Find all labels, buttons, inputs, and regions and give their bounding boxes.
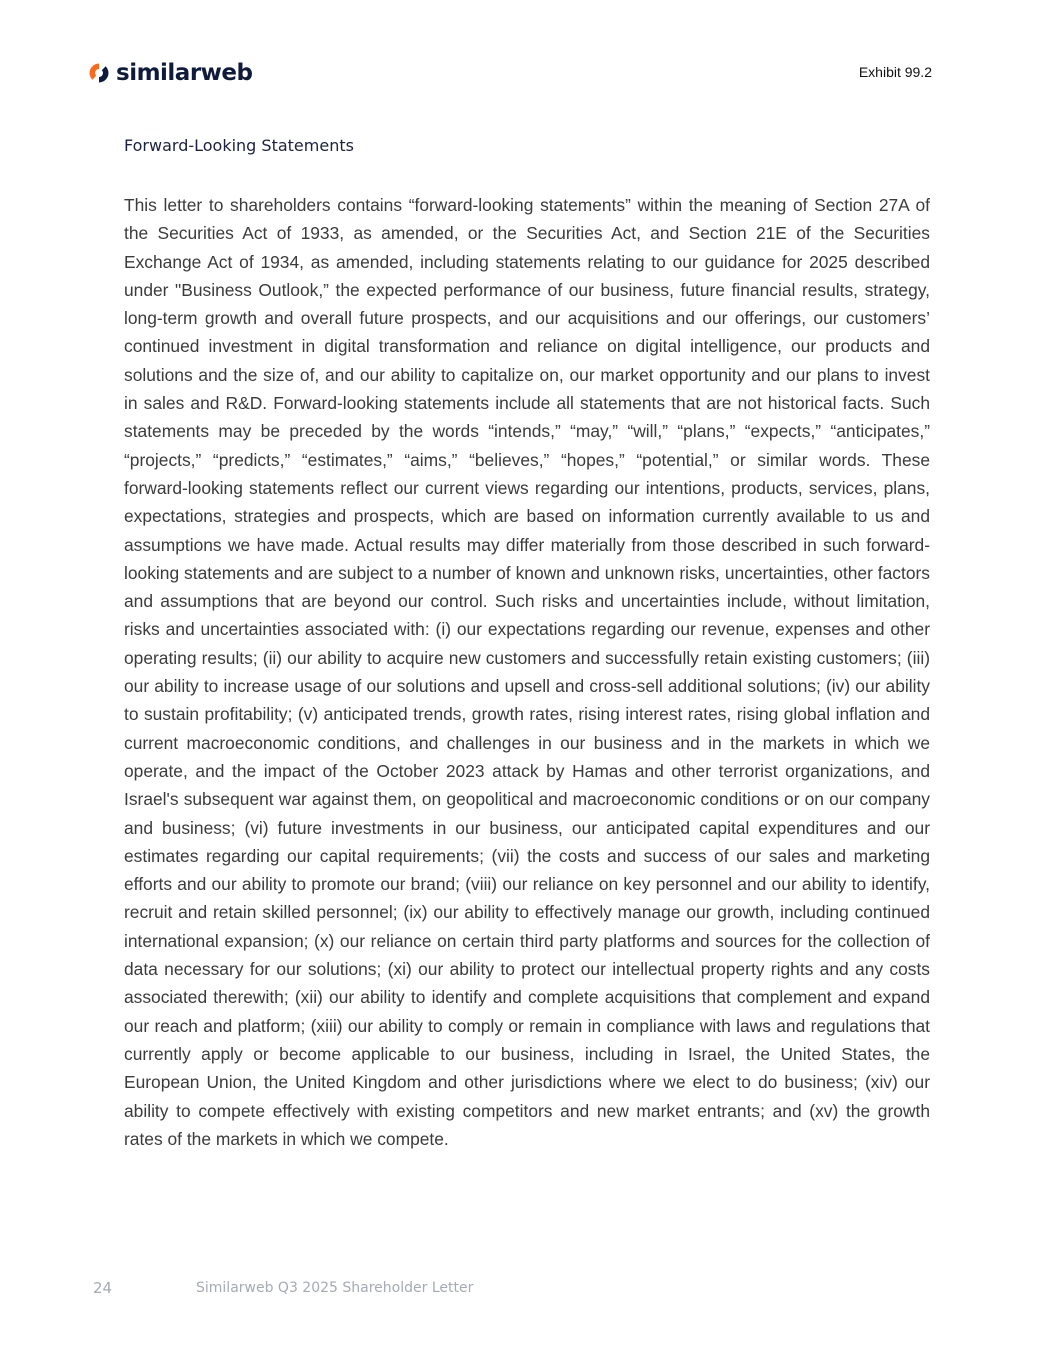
exhibit-label: Exhibit 99.2 xyxy=(858,64,932,80)
similarweb-logo xyxy=(88,58,252,88)
footer-document-title: Similarweb Q3 2025 Shareholder Letter xyxy=(196,1280,474,1296)
page-number: 24 xyxy=(93,1279,113,1297)
forward-looking-statements-paragraph: This letter to shareholders contains “forward-looking statements” within the meaning of Section 27A of the Securities Act of 1933, as amended, or the Securities Act, and Section 21E of the Securities Exchange Act of 1934, as amended, including statements relating to our guidance for 2025 described under "Business Outlook,” the expected performance of our business, future financial results, strategy, long-term growth and overall future prospects, and our acquisitions and our offerings, our customers’ continued investment in digital transformation and reliance on digital intelligence, our products and solutions and the size of, and our ability to capitalize on, our market opportunity and our plans to invest in sales and R&D. Forward-looking statements include all statements that are not historical facts. Such statements may be preceded by the words “intends,” “may,” “will,” “plans,” “expects,” “anticipates,” “projects,” “predicts,” “estimates,” “aims,” “believes,” “hopes,” “potential,” or similar words. These forward-looking statements reflect our current views regarding our intentions, products, services, plans, expectations, strategies and prospects, which are based on information currently available to us and assumptions we have made. Actual results may differ materially from those described in such forward-looking statements and are subject to a number of known and unknown risks, uncertainties, other factors and assumptions that are beyond our control. Such risks and uncertainties include, without limitation, risks and uncertainties associated with: (i) our expectations regarding our revenue, expenses and other operating results; (ii) our ability to acquire new customers and successfully retain existing customers; (iii) our ability to increase usage of our solutions and upsell and cross-sell additional solutions; (iv) our ability to sustain profitability; (v) anticipated trends, growth rates, rising interest rates, rising global inflation and current macroeconomic conditions, and challenges in our business and in the markets in which we operate, and the impact of the October 2023 attack by Hamas and other terrorist organizations, and Israel's subsequent war against them, on geopolitical and macroeconomic conditions or on our company and business; (vi) future investments in our business, our anticipated capital expenditures and our estimates regarding our capital requirements; (vii) the costs and success of our sales and marketing efforts and our ability to promote our brand; (viii) our reliance on key personnel and our ability to identify, recruit and retain skilled personnel; (ix) our ability to effectively manage our growth, including continued international expansion; (x) our reliance on certain third party platforms and sources for the collection of data necessary for our solutions; (xi) our ability to protect our intellectual property rights and any costs associated therewith; (xii) our ability to identify and complete acquisitions that complement and expand our reach and platform; (xiii) our ability to comply or remain in compliance with laws and regulations that currently apply or become applicable to our business, including in Israel, the United States, the European Union, the United Kingdom and other jurisdictions where we elect to do business; (xiv) our ability to compete effectively with existing competitors and new market entrants; and (xv) the growth rates of the markets in which we compete. xyxy=(124,195,930,1149)
page-header xyxy=(88,58,932,88)
brand-name: similarweb xyxy=(116,60,253,86)
section-title: Forward-Looking Statements xyxy=(124,136,354,155)
similarweb-logo-icon xyxy=(88,62,110,84)
